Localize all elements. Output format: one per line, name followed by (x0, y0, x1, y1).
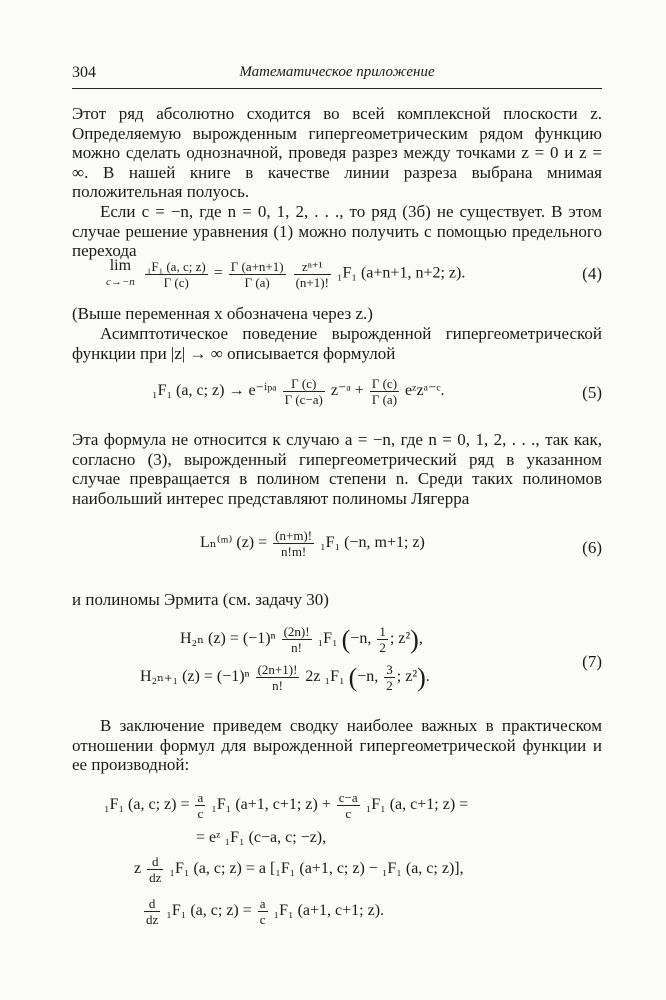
limit-operator (106, 258, 135, 290)
fraction (384, 662, 395, 693)
right-paren: ) (417, 663, 426, 693)
denominator: dz (146, 912, 159, 927)
fraction (147, 854, 163, 885)
denominator: c (345, 806, 352, 821)
fraction (370, 376, 399, 407)
argument: ; z² (396, 668, 418, 686)
paragraph-7: В заключение приведем сводку наиболее важных в практическом отношении формул для вырожденной гипергеометрической функции и ее производной: (72, 716, 602, 774)
equation-lhs: H₂ₙ (z) = (−1)ⁿ (180, 630, 276, 648)
formula-line-2: = eᶻ ₁F₁ (c−a, c; −z), (196, 829, 327, 846)
denominator: n! (291, 640, 302, 655)
numerator: Γ (a+n+1) (230, 258, 284, 274)
paragraph-3: (Выше переменная x обозначена через z.) (72, 304, 373, 323)
formula-text: ₁F₁ (a+1, c+1; z) + (211, 796, 331, 814)
numerator: Γ (c) (283, 376, 325, 392)
left-paren: ( (348, 663, 358, 693)
formula-text: z (134, 860, 142, 878)
fraction (283, 376, 325, 407)
denominator: Γ (c−a) (284, 392, 323, 407)
equation-7-line-1 (180, 624, 423, 655)
lim-subscript: c→−n (106, 276, 135, 288)
numerator: c−a (338, 790, 358, 805)
numerator: a (197, 790, 204, 805)
formula-text: ₁F₁ (a, c; z) = (104, 796, 190, 814)
argument: −n, (350, 630, 372, 648)
equation-5 (152, 376, 445, 407)
paragraph-2: Если c = −n, где n = 0, 1, 2, . . ., то ряд (3б) не существует. В этом случае решение уравнения (1) можно получить с помощью предельного перехода (72, 202, 602, 260)
numerator: a (259, 896, 266, 911)
formula-line-3 (134, 854, 464, 885)
formula-text: ₁F₁ (a, c; z) = (166, 902, 252, 920)
numerator: (2n)! (283, 624, 310, 639)
denominator: Γ (a) (244, 274, 270, 290)
formula-text: ₁F₁ (a, c+1; z) = (365, 796, 469, 814)
fraction (195, 790, 205, 821)
left-paren: ( (341, 625, 351, 655)
numerator: Γ (c) (371, 376, 398, 391)
right-paren: ) (410, 625, 419, 655)
equation-lhs: ₁F₁ (a, c; z) → e⁻ⁱᵖᵃ (152, 382, 277, 400)
equation-7-line-2 (140, 662, 430, 693)
numerator: 3 (386, 662, 393, 677)
fraction (377, 624, 388, 655)
denominator: 2 (379, 640, 386, 655)
fraction (337, 790, 360, 821)
numerator: zⁿ⁺¹ (294, 259, 331, 275)
numerator: d (144, 896, 160, 912)
equation-lhs: H₂ₙ₊₁ (z) = (−1)ⁿ (140, 668, 250, 686)
formula-line-1 (104, 790, 468, 821)
numerator: d (147, 854, 163, 870)
numerator: 1 (379, 624, 386, 639)
equation-4 (106, 258, 465, 290)
equation-middle: z⁻ᵃ + (330, 382, 364, 400)
paragraph-5: Эта формула не относится к случаю a = −n, где n = 0, 1, 2, . . ., так как, согласно (3), вырожденный гипергеометрический ряд в указанном случае превращается в полином степени n. Среди таких полиномов наибольший интерес представляют полиномы Лягерра (72, 430, 602, 508)
numerator: (n+m)! (275, 528, 313, 543)
denominator: Γ (c) (163, 274, 189, 290)
numerator: (2n+1)! (257, 662, 298, 677)
formula-text: ₁F₁ (a+1, c+1; z). (273, 902, 385, 920)
page-number: 304 (72, 64, 96, 81)
equation-number-6: (6) (582, 538, 602, 557)
fraction (256, 662, 300, 693)
argument: ; z² (389, 630, 411, 648)
paragraph-4: Асимптотическое поведение вырожденной гипергеометрической функции при |z| → ∞ описывается формулой (72, 324, 602, 363)
equation-number-4: (4) (582, 264, 602, 283)
equation-middle: ₁F₁ (317, 630, 342, 648)
denominator: 2 (386, 678, 393, 693)
equation-tail: eᶻzᵃ⁻ᶜ. (405, 382, 445, 400)
equation-number-7: (7) (582, 652, 602, 671)
equation-tail: ₁F₁ (−n, m+1; z) (320, 534, 425, 552)
punctuation: . (425, 668, 430, 686)
paragraph-1: Этот ряд абсолютно сходится во всей комплексной плоскости z. Определяемую вырожденным гипергеометрическим рядом функцию можно сделать однозначной, проведя разрез между точками z = 0 и z = ∞. В нашей книге в качестве линии разреза выбрана мнимая положительная полуось. (72, 104, 602, 201)
denominator: (n+1)! (295, 274, 329, 290)
page-header (72, 62, 602, 89)
punctuation: , (418, 630, 423, 648)
fraction (258, 896, 268, 927)
fraction (144, 896, 160, 927)
equation-number-5: (5) (582, 383, 602, 402)
paragraph-6: и полиномы Эрмита (см. задачу 30) (72, 590, 329, 609)
formula-text: ₁F₁ (a, c; z) = a [₁F₁ (a+1, c; z) − ₁F₁ (a, c; z)], (169, 860, 464, 878)
fraction (145, 259, 208, 290)
denominator: n!m! (280, 544, 307, 559)
fraction (229, 259, 286, 290)
fraction (282, 624, 312, 655)
denominator: c (259, 912, 266, 927)
equals-sign: = (213, 264, 223, 282)
denominator: n! (272, 678, 283, 693)
formula-line-4 (142, 896, 384, 927)
denominator: Γ (a) (371, 392, 398, 407)
equation-tail: ₁F₁ (a+n+1, n+2; z). (336, 264, 466, 282)
equation-middle: 2z ₁F₁ (305, 668, 349, 686)
fraction (273, 528, 314, 559)
running-title: Математическое приложение (239, 64, 435, 80)
equation-6 (200, 528, 425, 559)
argument: −n, (357, 668, 379, 686)
fraction (294, 259, 331, 290)
denominator: dz (149, 870, 162, 885)
lim-word: lim (109, 257, 132, 274)
equation-lhs: Lₙ⁽ᵐ⁾ (z) = (200, 534, 268, 552)
denominator: c (197, 806, 204, 821)
numerator: ₁F₁ (a, c; z) (146, 258, 206, 274)
